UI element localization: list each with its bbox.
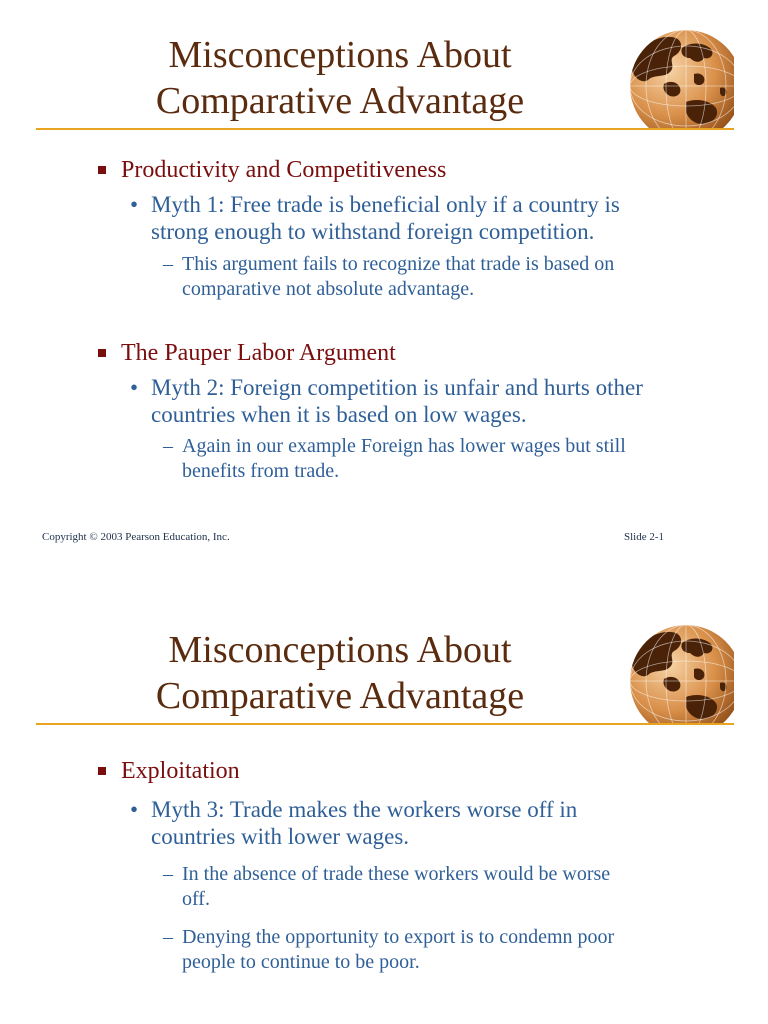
bullet-line: Again in our example Foreign has lower wages but still — [182, 435, 626, 457]
slide-title-line-1: Misconceptions About — [168, 34, 512, 76]
bullet-text: Exploitation — [121, 758, 240, 784]
bullet-line: countries with lower wages. — [151, 824, 410, 849]
dash-bullet-icon: – — [163, 435, 173, 457]
square-bullet-icon — [98, 349, 106, 357]
bullet-line: Denying the opportunity to export is to condemn poor — [182, 926, 615, 948]
bullet-line: This argument fails to recognize that trade is based on — [182, 253, 615, 275]
bullet-line: Myth 1: Free trade is beneficial only if a country is — [151, 192, 620, 217]
bullet-line: people to continue to be poor. — [182, 951, 420, 973]
slide-2 — [0, 595, 768, 1024]
bullet-text — [182, 252, 722, 302]
dot-bullet-icon: • — [130, 192, 139, 217]
square-bullet-icon — [98, 166, 106, 174]
dot-bullet-icon: • — [130, 797, 139, 822]
bullet-line: Myth 2: Foreign competition is unfair and hurts other — [151, 375, 643, 400]
slide-title-line-1: Misconceptions About — [168, 629, 512, 671]
bullet-line: off. — [182, 888, 210, 910]
dash-bullet-icon: – — [163, 253, 173, 275]
bullet-text: The Pauper Labor Argument — [121, 340, 396, 366]
bullet-line: strong enough to withstand foreign competition. — [151, 219, 595, 244]
dash-bullet-icon: – — [163, 926, 173, 948]
title-divider — [36, 128, 734, 130]
slide-title — [120, 627, 560, 719]
globe-icon — [630, 623, 734, 723]
bullet-text — [151, 374, 691, 428]
bullet-text: Productivity and Competitiveness — [121, 157, 447, 183]
globe-icon — [630, 28, 734, 128]
square-bullet-icon — [98, 767, 106, 775]
slide-title-line-2: Comparative Advantage — [155, 80, 525, 122]
bullet-text — [182, 434, 722, 484]
dash-bullet-icon: – — [163, 863, 173, 885]
slide-title — [120, 32, 560, 124]
bullet-line: benefits from trade. — [182, 460, 340, 482]
slide-number: Slide 2-1 — [624, 531, 665, 543]
bullet-line: In the absence of trade these workers would be worse — [182, 863, 611, 885]
bullet-text — [151, 796, 691, 850]
bullet-text — [182, 862, 722, 912]
slide-title-line-2: Comparative Advantage — [155, 675, 525, 717]
title-divider — [36, 723, 734, 725]
bullet-line: comparative not absolute advantage. — [182, 278, 475, 300]
bullet-text — [151, 191, 691, 245]
bullet-line: Myth 3: Trade makes the workers worse off in — [151, 797, 578, 822]
bullet-line: countries when it is based on low wages. — [151, 402, 527, 427]
bullet-text — [182, 925, 722, 975]
copyright-footer: Copyright © 2003 Pearson Education, Inc. — [42, 531, 230, 543]
dot-bullet-icon: • — [130, 375, 139, 400]
